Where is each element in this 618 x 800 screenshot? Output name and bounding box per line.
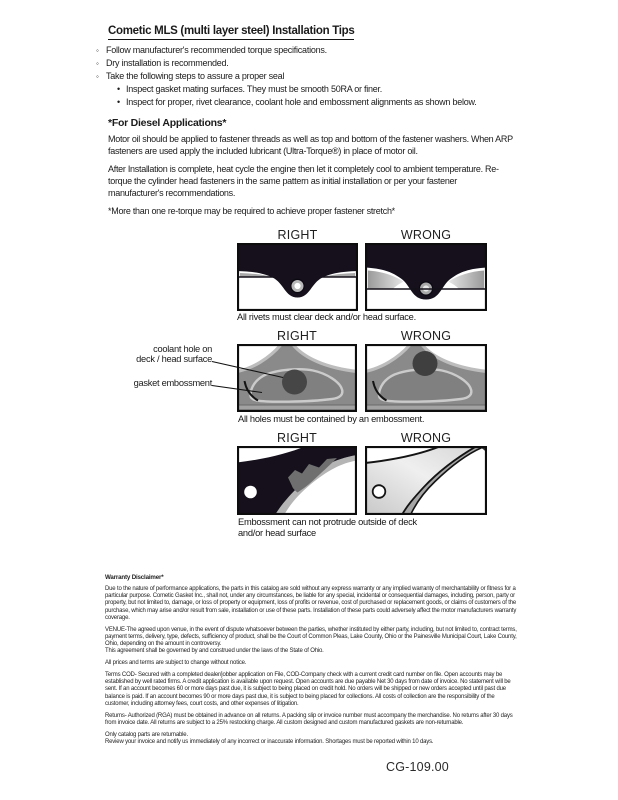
page-title: Cometic MLS (multi layer steel) Installation Tips <box>108 25 354 40</box>
diesel-paragraph-2: After Installation is complete, heat cycle the engine then let it completely cool to ambient temperature. Re-torque the cylinder head fasteners in the same pattern as initial installation or per your fastener manufacturer's recommendations. <box>108 164 499 199</box>
embossment-caption <box>238 517 468 539</box>
tip-text: Inspect gasket mating surfaces. They must be smooth 50RA or finer. <box>126 84 382 94</box>
bullet-icon: • <box>117 84 120 94</box>
tip-text: Take the following steps to assure a proper seal <box>106 71 285 81</box>
holes-wrong-illustration <box>365 344 487 412</box>
holes-diagram-annotations <box>94 344 212 389</box>
embossment-wrong-illustration <box>365 446 487 515</box>
warranty-disclaimer-heading: Warranty Disclaimer* <box>105 574 164 581</box>
diesel-applications-heading: *For Diesel Applications* <box>108 117 227 129</box>
returns-paragraph: Returns- Authorized (RGA) must be obtained in advance on all returns. A packing slip or invoice number must accompany the merchandise. No returns after 30 days from invoice date. All returns are subject to a 25% restocking charge. All custom designed and custom manufactured gaskets are non-returnable. <box>105 712 513 726</box>
tip-sub-item <box>96 83 520 96</box>
venue-paragraph: VENUE-The agreed upon venue, in the event of dispute whatsoever between the parties, whether instituted by either party, including, but not limited to, contract terms, payment terms, delivery, type, defects, sufficiency of product, shall be the Court of Common Pleas, Lake County, Ohio or the Painesville Municipal Court, Lake County, Ohio, depending on the amount in controversy. <box>105 626 517 648</box>
right-label-embossment-diagram: RIGHT <box>277 431 317 445</box>
open-bullet-icon: ◦ <box>96 59 99 68</box>
legal-disclaimer-block <box>105 574 519 751</box>
review-paragraph: Review your invoice and notify us immediately of any incorrect or inaccurate information. Shortages must be reported within 10 days. <box>105 738 434 745</box>
bolt-hole-icon <box>244 486 257 499</box>
rivet-wrong-illustration <box>365 243 487 311</box>
right-label-rivet-diagram: RIGHT <box>277 228 318 242</box>
rivet-right-illustration <box>237 243 358 311</box>
gasket-embossment-label: gasket embossment <box>133 378 212 389</box>
embossment-caption-line2: and/or head surface <box>238 527 316 538</box>
holes-right-illustration <box>237 344 357 412</box>
prices-paragraph: All prices and terms are subject to change without notice. <box>105 660 247 667</box>
open-bullet-icon: ◦ <box>96 72 99 81</box>
warranty-paragraph: Due to the nature of performance applications, the parts in this catalog are sold without any express warranty or any implied warranty of merchantability or fitness for a particular purpose. Cometic Gasket Inc., shall not, under any circumstances, be liable for any special, incidental or consequential damages, including, person, party or property, but not limited to, damage, or loss of property or equipment, loss of profits or revenue, cost of purchased or replacement goods, or claims of customers of the purchase, which may arise and/or result from sale, installation or use of these parts. Installation of these parts could adversely affect the motor manufacturers warranty coverage. <box>105 586 517 621</box>
wrong-label-embossment-diagram: WRONG <box>400 431 452 445</box>
rivet-caption: All rivets must clear deck and/or head surface. <box>237 312 416 322</box>
holes-wrong-svg <box>365 344 487 412</box>
embossment-wrong-svg <box>365 446 487 515</box>
tip-text: Follow manufacturer's recommended torque specifications. <box>106 45 327 55</box>
open-bullet-icon: ◦ <box>96 46 99 55</box>
wrong-label-rivet-diagram: WRONG <box>400 228 452 242</box>
tip-item <box>96 44 520 57</box>
embossment-right-svg <box>237 446 357 515</box>
coolant-hole-icon <box>282 370 307 395</box>
tip-text: Inspect for proper, rivet clearance, coolant hole and embossment alignments as shown below. <box>126 97 477 107</box>
rivet-right-svg <box>237 243 358 311</box>
wrong-label-holes-diagram: WRONG <box>400 329 452 343</box>
bullet-icon: • <box>117 97 120 107</box>
catalog-paragraph: Only catalog parts are returnable. <box>105 731 188 738</box>
embossment-right-illustration <box>237 446 357 515</box>
retorque-note: *More than one re-torque may be required to achieve proper fastener stretch* <box>108 206 395 216</box>
coolant-hole-label: coolant hole on <box>153 344 212 354</box>
diesel-paragraph-1: Motor oil should be applied to fastener threads as well as top and bottom of the fastener washers. When ARP fasteners are used apply the included lubricant (Ultra-Torque®) in place of motor oil. <box>108 134 513 157</box>
tip-sub-item <box>96 96 520 109</box>
bolt-hole-icon <box>373 485 386 498</box>
page-code: CG-109.00 <box>386 760 449 774</box>
tip-text: Dry installation is recommended. <box>106 58 229 68</box>
tip-item <box>96 57 520 70</box>
embossment-caption-line1: Embossment can not protrude outside of deck <box>238 517 417 527</box>
right-label-holes-diagram: RIGHT <box>277 329 317 343</box>
rivet-wrong-svg <box>365 243 487 311</box>
installation-tips-list <box>96 44 520 109</box>
governed-paragraph: This agreement shall be governed by and construed under the laws of the State of Ohio. <box>105 648 324 655</box>
coolant-hole-label-line2: deck / head surface <box>136 354 212 365</box>
coolant-hole-icon <box>413 351 438 376</box>
terms-paragraph: Terms COD- Secured with a completed dealer/jobber application on File, COD-Company check with a current credit card number on file. Open accounts may be established by well rated firms. A credit application is available upon request. Open accounts are due payable Net 30 days from date of invoice. No statement will be sent. If an account becomes 60 or more days past due, it is subject to being placed on credit hold. No orders will be shipped or new orders accepted until past due balance is paid. If an account becomes 90 or more days past due, it is subject to being placed for collections. All costs of collection are the responsibility of the customer, including attorney fees, court costs, and other expenses of litigation. <box>105 672 511 707</box>
tip-item <box>96 70 520 83</box>
holes-caption: All holes must be contained by an embossment. <box>238 414 425 424</box>
holes-right-svg <box>237 344 357 412</box>
